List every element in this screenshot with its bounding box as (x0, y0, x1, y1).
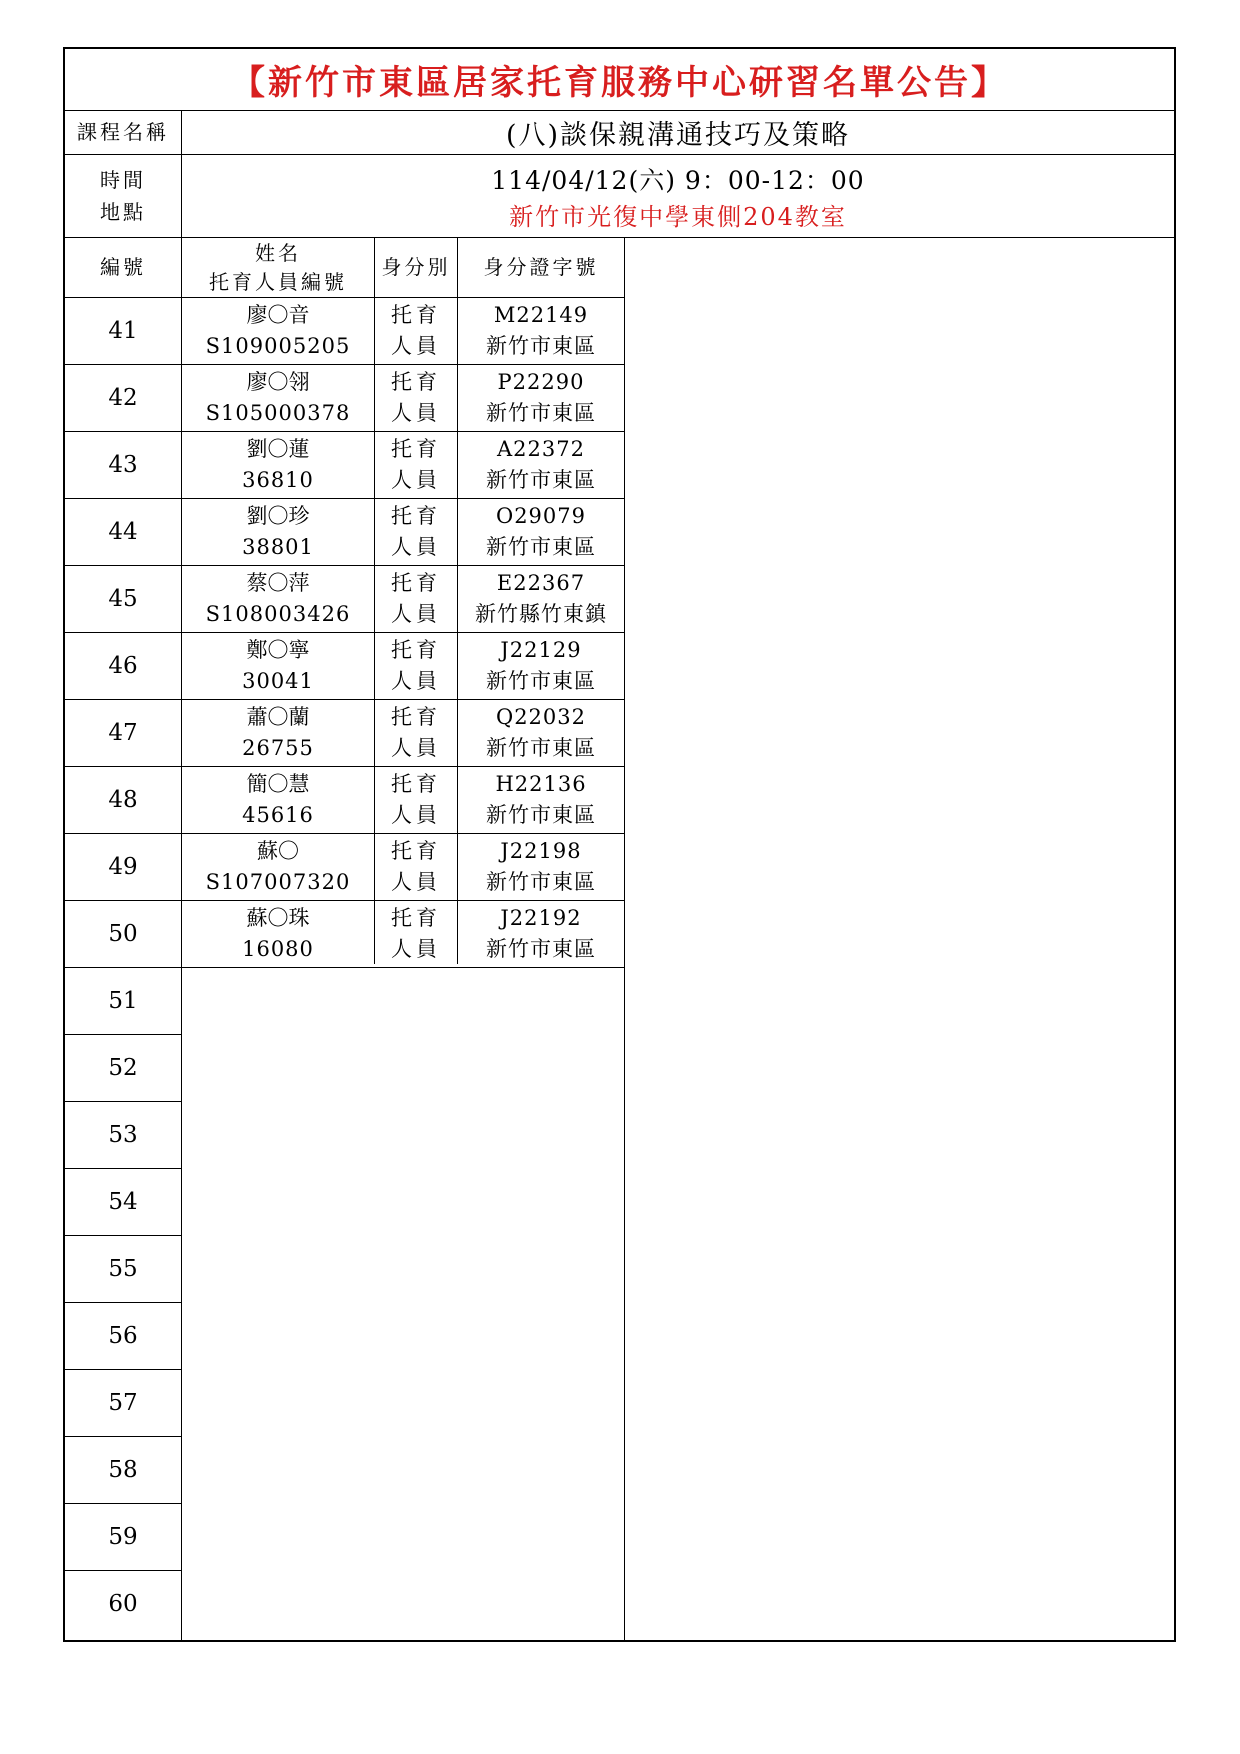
identity-line1: 托育 (391, 637, 441, 662)
caregiver-name: 劉〇珍 (246, 503, 310, 528)
time-place-label (65, 154, 181, 237)
caregiver-name: 廖〇翎 (246, 369, 310, 394)
row-id-cell (458, 632, 624, 699)
identity-line2: 人員 (391, 534, 441, 559)
row-id-cell (458, 699, 624, 766)
page-title: 【新竹市東區居家托育服務中心研習名單公告】 (231, 63, 1008, 103)
caregiver-name: 蕭〇蘭 (246, 704, 310, 729)
caregiver-code: 26755 (242, 735, 314, 760)
row-number: 44 (108, 518, 138, 545)
row-number: 51 (108, 987, 138, 1014)
row-number: 48 (108, 786, 138, 813)
header-id-number-text: 身分證字號 (483, 255, 599, 279)
id-area: 新竹市東區 (486, 400, 596, 425)
caregiver-name: 鄭〇寧 (246, 637, 310, 662)
caregiver-name: 蔡〇萍 (246, 570, 310, 595)
divider (181, 110, 182, 1640)
header-name (182, 238, 374, 297)
row-number: 56 (108, 1322, 138, 1349)
identity-line2: 人員 (391, 735, 441, 760)
id-area: 新竹市東區 (486, 802, 596, 827)
header-identity (375, 238, 457, 297)
course-label-text: 課程名稱 (77, 120, 169, 144)
identity-line2: 人員 (391, 668, 441, 693)
row-name-cell (182, 833, 374, 900)
divider (65, 154, 1174, 155)
identity-line2: 人員 (391, 802, 441, 827)
identity-line1: 托育 (391, 905, 441, 930)
caregiver-name: 廖〇音 (246, 302, 310, 327)
identity-line2: 人員 (391, 869, 441, 894)
row-number: 60 (108, 1590, 138, 1617)
identity-line2: 人員 (391, 400, 441, 425)
row-identity-cell (375, 900, 457, 967)
row-identity-cell (375, 833, 457, 900)
id-number: A22372 (497, 436, 585, 461)
id-number: P22290 (497, 369, 585, 394)
place-value: 新竹市光復中學東側204教室 (509, 202, 847, 231)
row-name-cell (182, 364, 374, 431)
identity-line1: 托育 (391, 704, 441, 729)
row-number: 46 (108, 652, 138, 679)
header-id-number (458, 238, 624, 297)
row-identity-cell (375, 699, 457, 766)
row-id-cell (458, 565, 624, 632)
row-id-cell (458, 833, 624, 900)
header-identity-text: 身分別 (381, 255, 451, 279)
caregiver-code: 38801 (242, 534, 314, 559)
id-number: Q22032 (495, 704, 587, 729)
row-name-cell (182, 900, 374, 967)
row-identity-cell (375, 431, 457, 498)
id-area: 新竹市東區 (486, 668, 596, 693)
identity-line1: 托育 (391, 436, 441, 461)
row-number: 55 (108, 1255, 138, 1282)
identity-line1: 托育 (391, 503, 441, 528)
row-id-cell (458, 498, 624, 565)
row-name-cell (182, 632, 374, 699)
row-id-cell (458, 297, 624, 364)
identity-line2: 人員 (391, 936, 441, 961)
row-number: 52 (108, 1054, 138, 1081)
id-number: M22149 (493, 302, 589, 327)
row-identity-cell (375, 565, 457, 632)
time-value: 114/04/12(六) 9：00-12：00 (491, 166, 865, 195)
place-label: 地點 (100, 199, 146, 224)
caregiver-code: S109005205 (205, 333, 351, 358)
identity-line1: 托育 (391, 838, 441, 863)
identity-line2: 人員 (391, 601, 441, 626)
caregiver-name: 簡〇慧 (246, 771, 310, 796)
caregiver-name: 蘇〇珠 (246, 905, 310, 930)
header-number (65, 238, 181, 297)
header-number-text: 編號 (100, 255, 146, 279)
caregiver-code: 36810 (242, 467, 314, 492)
header-name-line2: 托育人員編號 (209, 269, 347, 294)
row-name-cell (182, 431, 374, 498)
row-identity-cell (375, 297, 457, 364)
row-number: 57 (108, 1389, 138, 1416)
id-number: J22198 (500, 838, 582, 863)
row-id-cell (458, 766, 624, 833)
caregiver-code: S105000378 (205, 400, 351, 425)
id-number: H22136 (495, 771, 587, 796)
identity-line1: 托育 (391, 570, 441, 595)
header-name-line1: 姓名 (255, 240, 301, 265)
identity-line2: 人員 (391, 333, 441, 358)
id-area: 新竹市東區 (486, 869, 596, 894)
id-number: E22367 (496, 570, 586, 595)
id-area: 新竹市東區 (486, 936, 596, 961)
row-name-cell (182, 766, 374, 833)
divider (457, 237, 458, 964)
row-name-cell (182, 565, 374, 632)
identity-line1: 托育 (391, 302, 441, 327)
roster-sheet (63, 47, 1176, 1642)
time-label: 時間 (100, 167, 146, 192)
identity-line2: 人員 (391, 467, 441, 492)
row-number: 42 (108, 384, 138, 411)
id-number: J22129 (500, 637, 582, 662)
caregiver-code: S108003426 (205, 601, 351, 626)
identity-line1: 托育 (391, 771, 441, 796)
course-label (65, 110, 181, 154)
row-number: 47 (108, 719, 138, 746)
caregiver-name: 劉〇蓮 (246, 436, 310, 461)
row-identity-cell (375, 498, 457, 565)
row-identity-cell (375, 766, 457, 833)
id-area: 新竹市東區 (486, 333, 596, 358)
id-area: 新竹市東區 (486, 467, 596, 492)
row-id-cell (458, 431, 624, 498)
row-name-cell (182, 297, 374, 364)
row-number: 59 (108, 1523, 138, 1550)
id-area: 新竹市東區 (486, 735, 596, 760)
row-number: 58 (108, 1456, 138, 1483)
id-number: J22192 (500, 905, 582, 930)
row-name-cell (182, 699, 374, 766)
caregiver-code: 16080 (242, 936, 314, 961)
row-id-cell (458, 900, 624, 967)
caregiver-code: S107007320 (205, 869, 351, 894)
row-number: 45 (108, 585, 138, 612)
row-id-cell (458, 364, 624, 431)
course-name: (八)談保親溝通技巧及策略 (505, 119, 851, 151)
row-number: 43 (108, 451, 138, 478)
caregiver-name: 蘇〇 (257, 838, 299, 863)
row-identity-cell (375, 364, 457, 431)
id-number: O29079 (495, 503, 587, 528)
caregiver-code: 30041 (242, 668, 314, 693)
row-name-cell (182, 498, 374, 565)
row-number: 50 (108, 920, 138, 947)
row-number: 53 (108, 1121, 138, 1148)
identity-line1: 托育 (391, 369, 441, 394)
caregiver-code: 45616 (242, 802, 314, 827)
row-number: 49 (108, 853, 138, 880)
id-area: 新竹市東區 (486, 534, 596, 559)
row-identity-cell (375, 632, 457, 699)
row-number: 41 (108, 317, 138, 344)
row-number: 54 (108, 1188, 138, 1215)
divider (374, 237, 375, 964)
id-area: 新竹縣竹東鎮 (475, 601, 607, 626)
divider (624, 237, 625, 1640)
